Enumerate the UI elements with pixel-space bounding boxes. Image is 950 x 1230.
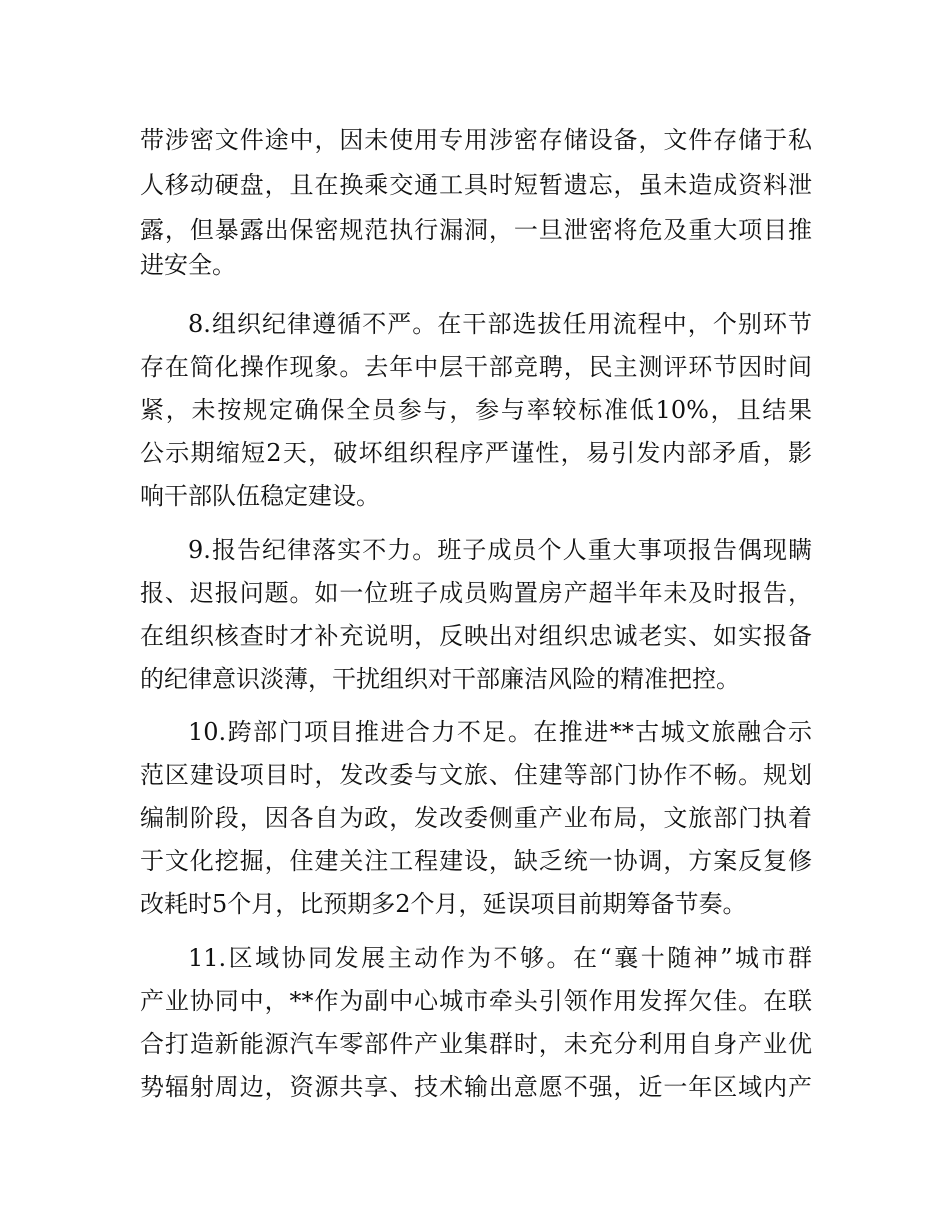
paragraph-line: 进安全。 <box>140 251 236 279</box>
paragraph-line: 公示期缩短2天，破坏组织程序严谨性，易引发内部矛盾，影 <box>140 439 812 467</box>
paragraph-line: 9.报告纪律落实不力。班子成员个人重大事项报告偶现瞒 <box>188 536 812 564</box>
paragraph-line: 于文化挖掘，住建关注工程建设，缺乏统一协调，方案反复修 <box>140 847 812 875</box>
paragraph-line: 存在简化操作现象。去年中层干部竞聘，民主测评环节因时间 <box>140 353 812 381</box>
paragraph-line: 响干部队伍稳定建设。 <box>140 482 380 510</box>
paragraph-line: 8.组织纪律遵循不严。在干部选拔任用流程中，个别环节 <box>188 310 812 338</box>
paragraph-line: 报、迟报问题。如一位班子成员购置房产超半年未及时报告， <box>140 579 812 607</box>
paragraph-line: 合打造新能源汽车零部件产业集群时，未充分利用自身产业优 <box>140 1030 812 1058</box>
paragraph-line: 势辐射周边，资源共享、技术输出意愿不强，近一年区域内产 <box>140 1073 812 1101</box>
paragraph-line: 露，但暴露出保密规范执行漏洞，一旦泄密将危及重大项目推 <box>140 216 812 244</box>
paragraph-line: 范区建设项目时，发改委与文旅、住建等部门协作不畅。规划 <box>140 761 812 789</box>
paragraph-line: 紧，未按规定确保全员参与，参与率较标准低10%，且结果 <box>140 396 812 424</box>
paragraph-line: 11.区域协同发展主动作为不够。在“襄十随神”城市群 <box>188 944 812 972</box>
paragraph-line: 的纪律意识淡薄，干扰组织对干部廉洁风险的精准把控。 <box>140 665 740 693</box>
paragraph-line: 编制阶段，因各自为政，发改委侧重产业布局，文旅部门执着 <box>140 804 812 832</box>
paragraph-line: 10.跨部门项目推进合力不足。在推进**古城文旅融合示 <box>188 718 812 746</box>
paragraph-line: 人移动硬盘，且在换乘交通工具时短暂遗忘，虽未造成资料泄 <box>140 171 812 199</box>
paragraph-line: 改耗时5个月，比预期多2个月，延误项目前期筹备节奏。 <box>140 890 747 918</box>
paragraph-line: 带涉密文件途中，因未使用专用涉密存储设备，文件存储于私 <box>140 126 812 154</box>
paragraph-line: 在组织核查时才补充说明，反映出对组织忠诚老实、如实报备 <box>140 622 812 650</box>
paragraph-line: 产业协同中，**作为副中心城市牵头引领作用发挥欠佳。在联 <box>140 987 812 1015</box>
